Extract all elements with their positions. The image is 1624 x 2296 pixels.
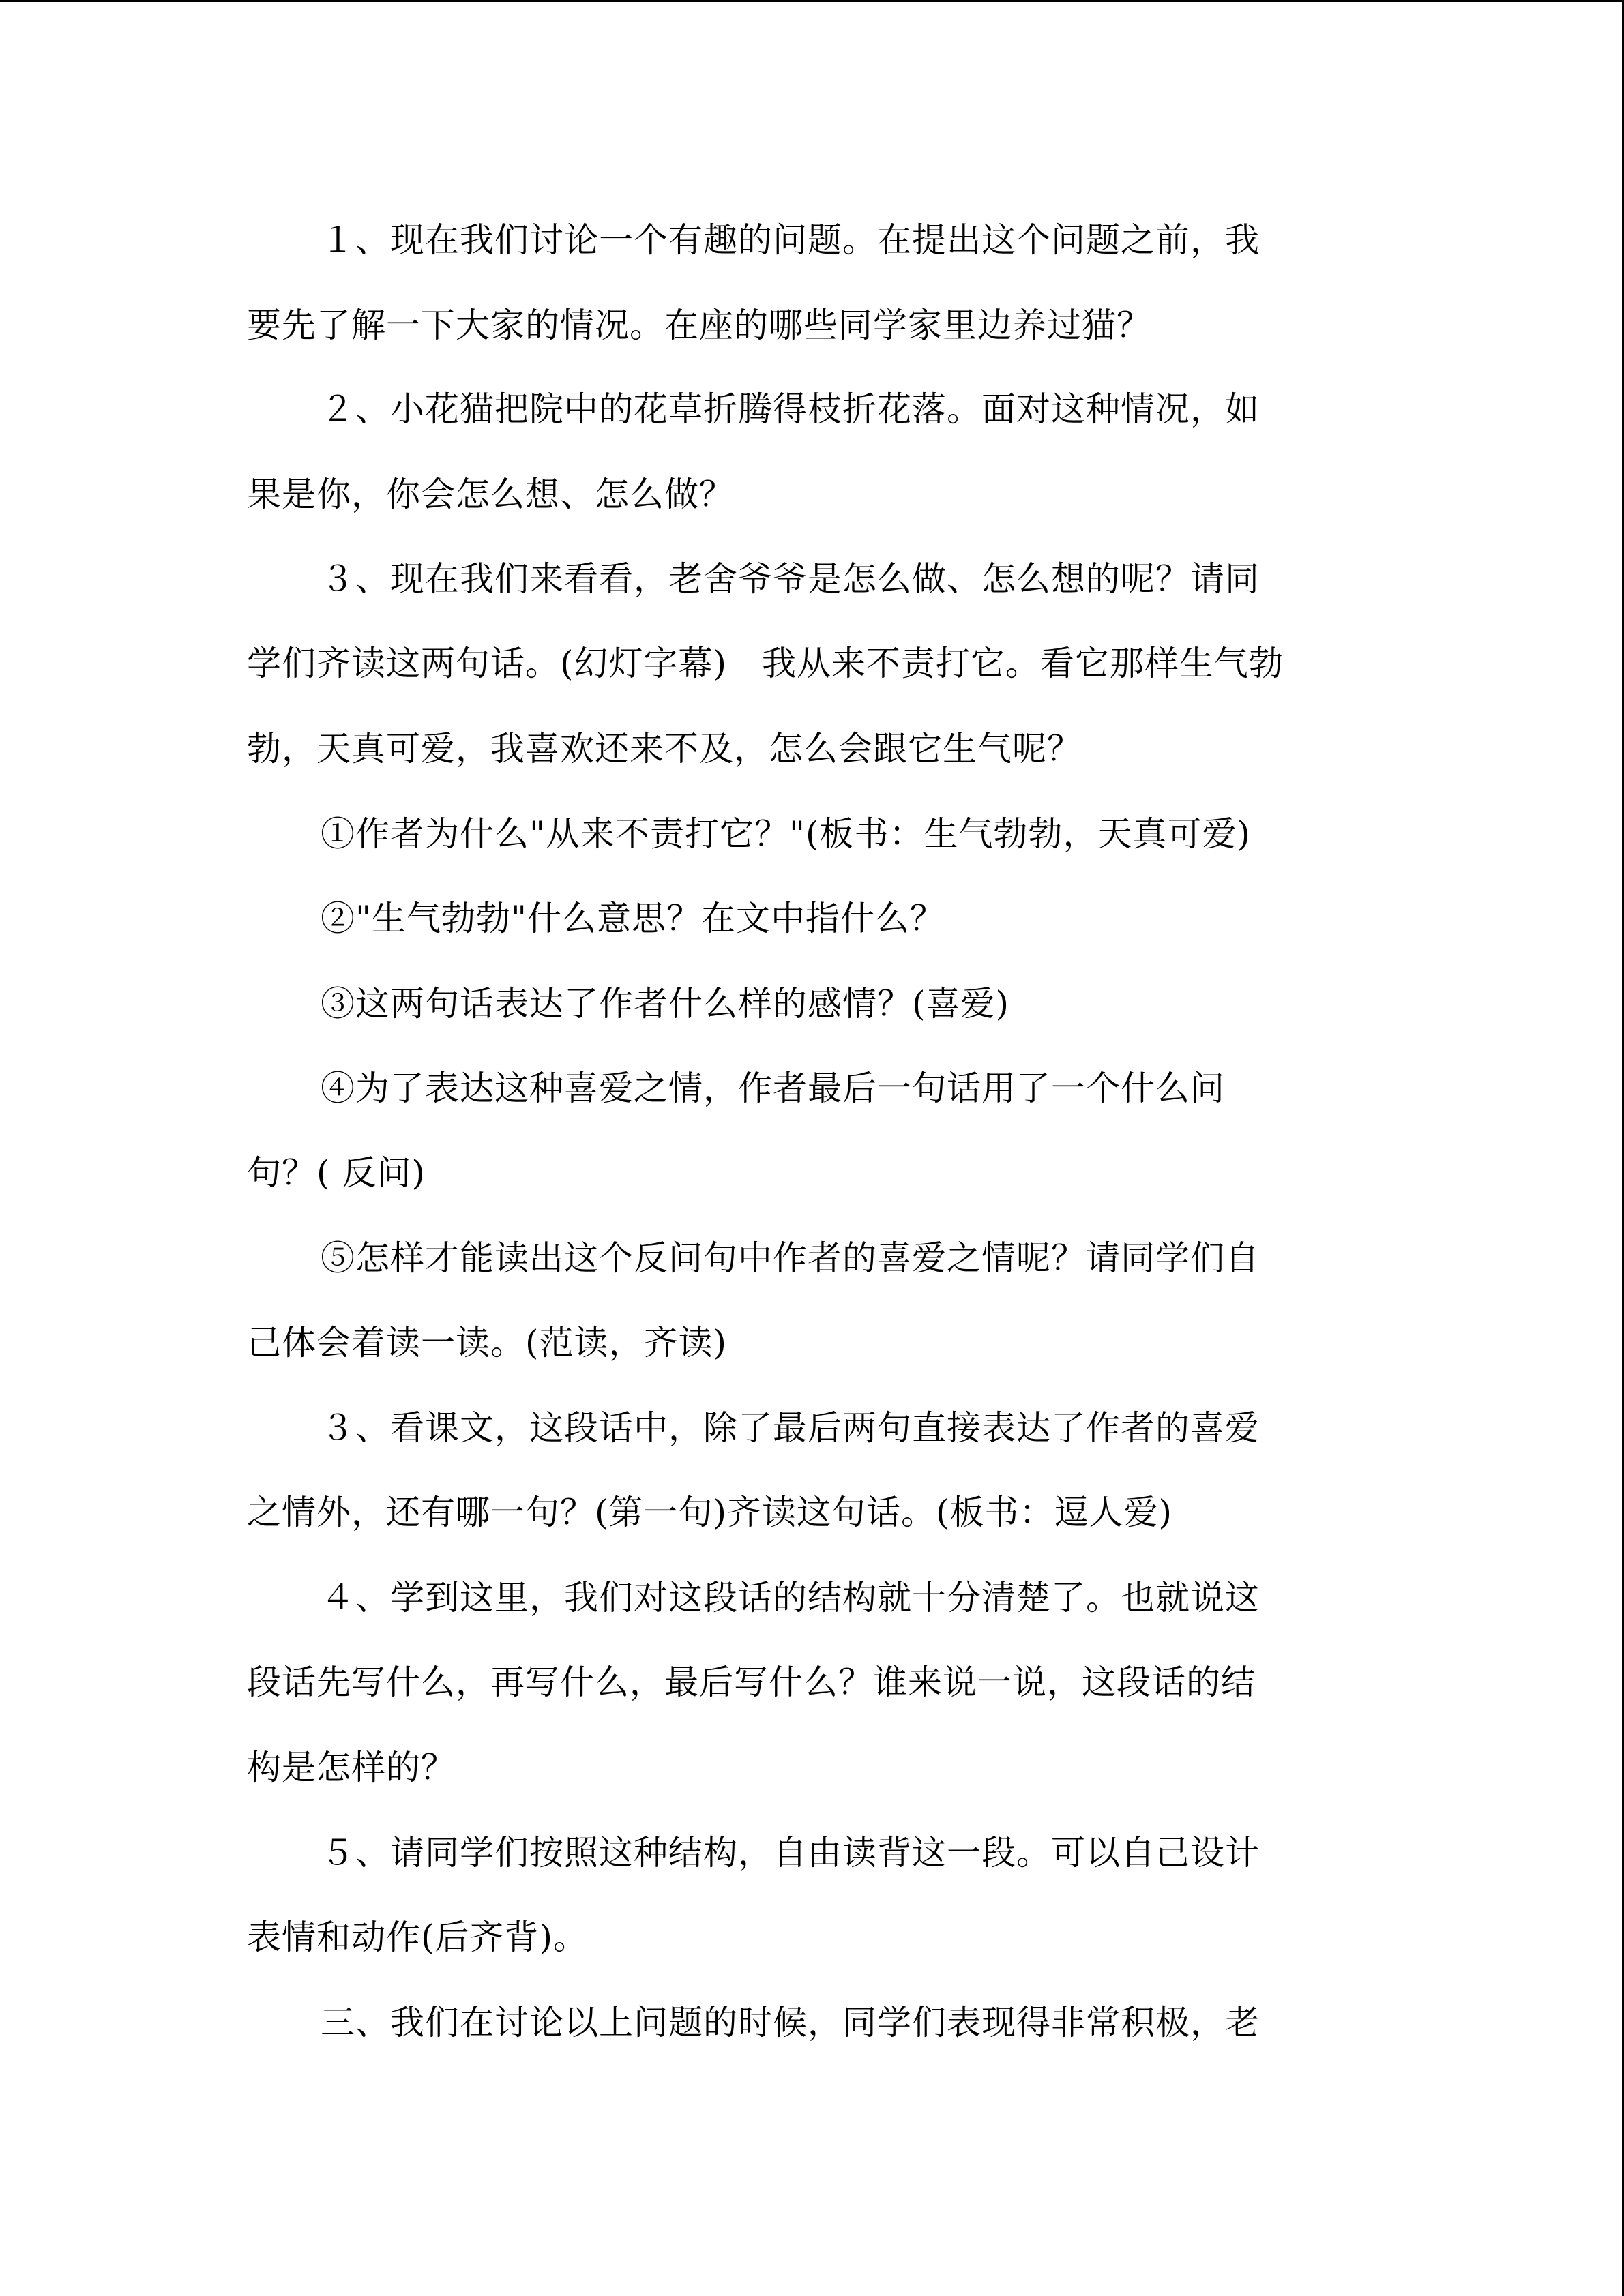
text-line: １、现在我们讨论一个有趣的问题。在提出这个问题之前，我	[321, 220, 1260, 260]
text-line: ④为了表达这种喜爱之情，作者最后一句话用了一个什么问	[321, 1069, 1225, 1108]
text-line: 之情外，还有哪一句？(第一句)齐读这句话。(板书：逗人爱)	[247, 1493, 1173, 1532]
text-line: ⑤怎样才能读出这个反问句中作者的喜爱之情呢？请同学们自	[321, 1238, 1260, 1278]
text-line: ①作者为什么"从来不责打它？"(板书：生气勃勃，天真可爱)	[321, 814, 1252, 854]
text-line: 表情和动作(后齐背)。	[247, 1918, 589, 1957]
text-line: ３、现在我们来看看，老舍爷爷是怎么做、怎么想的呢？请同	[321, 559, 1260, 599]
text-line: ③这两句话表达了作者什么样的感情？(喜爱)	[321, 984, 1010, 1024]
text-line: 己体会着读一读。(范读，齐读)	[247, 1323, 728, 1362]
text-line: ４、学到这里，我们对这段话的结构就十分清楚了。也就说这	[321, 1578, 1260, 1617]
text-line: 果是你，你会怎么想、怎么做？	[247, 475, 734, 514]
text-line: ５、请同学们按照这种结构，自由读背这一段。可以自己设计	[321, 1833, 1260, 1873]
text-line: 学们齐读这两句话。(幻灯字幕) 我从来不责打它。看它那样生气勃	[247, 644, 1284, 683]
text-line: 构是怎样的？	[247, 1748, 456, 1787]
text-line: 句？( 反问)	[247, 1153, 426, 1193]
text-line: 要先了解一下大家的情况。在座的哪些同学家里边养过猫？	[247, 305, 1151, 345]
text-line: 段话先写什么，再写什么，最后写什么？谁来说一说，这段话的结	[247, 1663, 1256, 1702]
text-line: 三、我们在讨论以上问题的时候，同学们表现得非常积极，老	[321, 2003, 1260, 2042]
text-line: ３、看课文，这段话中，除了最后两句直接表达了作者的喜爱	[321, 1408, 1260, 1448]
text-line: ２、小花猫把院中的花草折腾得枝折花落。面对这种情况，如	[321, 389, 1260, 429]
text-line: 勃，天真可爱，我喜欢还来不及，怎么会跟它生气呢？	[247, 729, 1082, 769]
text-line: ②"生气勃勃"什么意思？在文中指什么？	[321, 899, 945, 938]
